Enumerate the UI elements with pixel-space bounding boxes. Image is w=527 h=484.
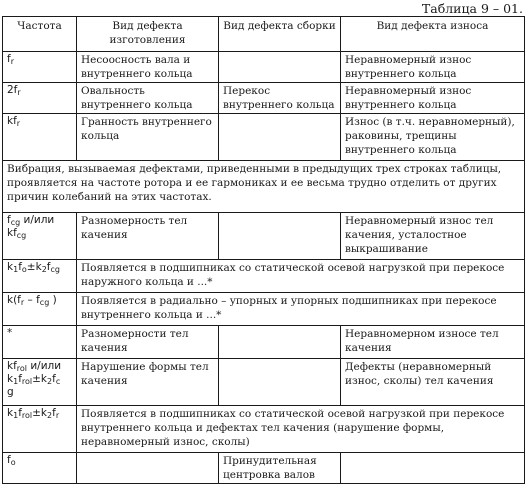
table-header-row [3,17,525,52]
assembly-cell: Перекос внутреннего кольца [219,83,341,114]
frequency-cell: $k_1f_{rol}\pm k_2f_r$ [3,406,77,453]
manufacture-cell: Разномерность тел качения [77,213,219,260]
manufacture-cell [77,453,219,484]
frequency-cell: $k_1f_o\pm k_2f_{cg}$ [3,260,77,293]
table-row [3,326,525,359]
wear-cell [341,453,525,484]
description-cell: Появляется в подшипниках со статической осевой нагрузкой при перекосе внутреннего кольца и дефектах тел качения (нарушение формы, неравномерный износ, сколы) [77,406,525,453]
frequency-cell: $f_o$ [3,453,77,484]
wear-cell: Неравномерном износе тел качения [341,326,525,359]
assembly-cell [219,359,341,406]
frequency-cell: $k(f_r - f_{cg}$ ) [3,293,77,326]
table-note-row [3,161,525,213]
note-cell: Вибрация, вызываемая дефектами, приведенными в предыдущих трех строках таблицы, проявляется на частоте ротора и ее гармониках и ее весьма трудно отделить от других причин колебаний на этих частотах. [3,161,525,213]
assembly-cell: Принудительная центровка валов [219,453,341,484]
frequency-cell: $2f_r$ [3,83,77,114]
frequency-cell: $f_{cg}$ и/или $kf_{cg}$ [3,213,77,260]
wear-cell: Неравномерный износ тел качения, усталостное выкрашивание [341,213,525,260]
frequency-cell: $f_r$ [3,52,77,83]
assembly-cell [219,114,341,161]
frequency-cell: $kf_{rol}$ и/или $k_1f_{rol}\pm k_2f_c$ g [3,359,77,406]
table-caption: Таблица 9 – 01. [421,1,523,16]
manufacture-cell: Нарушение формы тел качения [77,359,219,406]
table-row [3,359,525,406]
table-row [3,260,525,293]
table-row [3,406,525,453]
wear-cell: Неравномерный износ внутреннего кольца [341,52,525,83]
manufacture-cell: Гранность внутреннего кольца [77,114,219,161]
header-wear-defect: Вид дефекта износа [341,17,525,52]
table-row [3,453,525,484]
frequency-cell: * [3,326,77,359]
wear-cell: Дефекты (неравномерный износ, сколы) тел качения [341,359,525,406]
header-manufacture-defect: Вид дефекта изготовления [77,17,219,52]
assembly-cell [219,213,341,260]
description-cell: Появляется в подшипниках со статической осевой нагрузкой при перекосе наружного кольца и ...* [77,260,525,293]
assembly-cell [219,326,341,359]
frequency-cell: $kf_r$ [3,114,77,161]
table-row [3,213,525,260]
manufacture-cell: Овальность внутреннего кольца [77,83,219,114]
table-row [3,83,525,114]
header-frequency: Частота [3,17,77,52]
table-row [3,293,525,326]
manufacture-cell: Разномерности тел качения [77,326,219,359]
table-row [3,114,525,161]
description-cell: Появляется в радиально – упорных и упорных подшипниках при перекосе внутреннего кольца и ...* [77,293,525,326]
defect-table [2,16,525,484]
wear-cell: Износ (в т.ч. неравномерный), раковины, трещины внутреннего кольца [341,114,525,161]
manufacture-cell: Несоосность вала и внутреннего кольца [77,52,219,83]
wear-cell: Неравномерный износ внутреннего кольца [341,83,525,114]
table-row [3,52,525,83]
assembly-cell [219,52,341,83]
header-assembly-defect: Вид дефекта сборки [219,17,341,52]
